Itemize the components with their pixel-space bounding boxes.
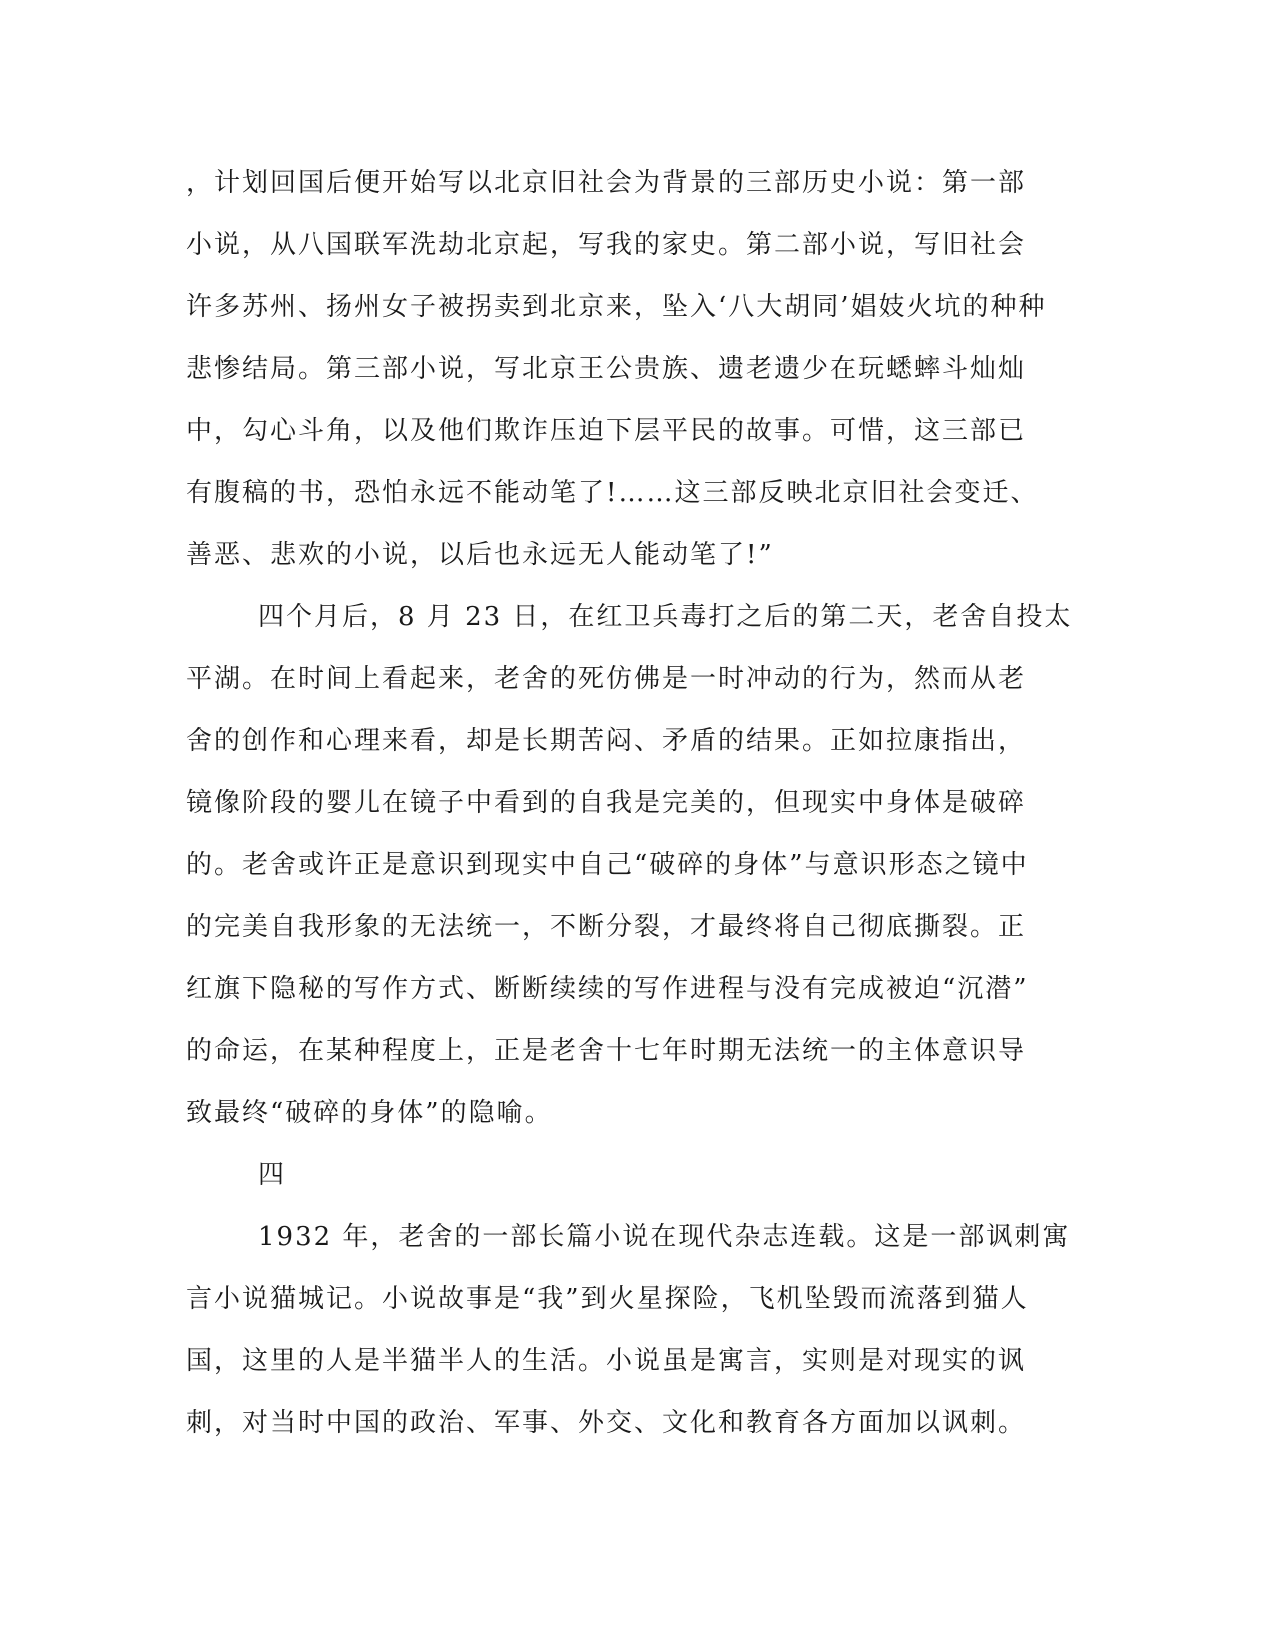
text-line: 刺，对当时中国的政治、军事、外交、文化和教育各方面加以讽刺。: [186, 1408, 1027, 1438]
text-line: 舍的创作和心理来看，却是长期苦闷、矛盾的结果。正如拉康指出，: [186, 726, 1027, 756]
text-line: 的完美自我形象的无法统一，不断分裂，才最终将自己彻底撕裂。正: [186, 912, 1027, 942]
paragraph-start-line: 四个月后，8 月 23 日，在红卫兵毒打之后的第二天，老舍自投太: [258, 602, 1073, 632]
text-line: 国，这里的人是半猫半人的生活。小说虽是寓言，实则是对现实的讽: [186, 1346, 1027, 1376]
text-line: 平湖。在时间上看起来，老舍的死仿佛是一时冲动的行为，然而从老: [186, 664, 1027, 694]
text-line: 许多苏州、扬州女子被拐卖到北京来，坠入‘八大胡同’娼妓火坑的种种: [186, 292, 1047, 322]
text-line: 的命运，在某种程度上，正是老舍十七年时期无法统一的主体意识导: [186, 1036, 1027, 1066]
text-line: 中，勾心斗角，以及他们欺诈压迫下层平民的故事。可惜，这三部已: [186, 416, 1027, 446]
text-line: 善恶、悲欢的小说，以后也永远无人能动笔了!”: [186, 540, 774, 570]
body-text: [186, 152, 1073, 1454]
text-line: 致最终“破碎的身体”的隐喻。: [186, 1098, 553, 1128]
text-line: ，计划回国后便开始写以北京旧社会为背景的三部历史小说：第一部: [186, 168, 1027, 198]
paragraph-start-line: 1932 年，老舍的一部长篇小说在现代杂志连载。这是一部讽刺寓: [258, 1222, 1071, 1252]
text-line: 小说，从八国联军洗劫北京起，写我的家史。第二部小说，写旧社会: [186, 230, 1027, 260]
section-heading: 四: [258, 1160, 287, 1190]
text-line: 红旗下隐秘的写作方式、断断续续的写作进程与没有完成被迫“沉潜”: [186, 974, 1029, 1004]
text-line: 的。老舍或许正是意识到现实中自己“破碎的身体”与意识形态之镜中: [186, 850, 1029, 880]
text-line: 悲惨结局。第三部小说，写北京王公贵族、遗老遗少在玩蟋蟀斗灿灿: [186, 354, 1027, 384]
text-line: 镜像阶段的婴儿在镜子中看到的自我是完美的，但现实中身体是破碎: [186, 788, 1027, 818]
text-line: 有腹稿的书，恐怕永远不能动笔了!……这三部反映北京旧社会变迁、: [186, 478, 1039, 508]
text-line: 言小说猫城记。小说故事是“我”到火星探险，飞机坠毁而流落到猫人: [186, 1284, 1029, 1314]
